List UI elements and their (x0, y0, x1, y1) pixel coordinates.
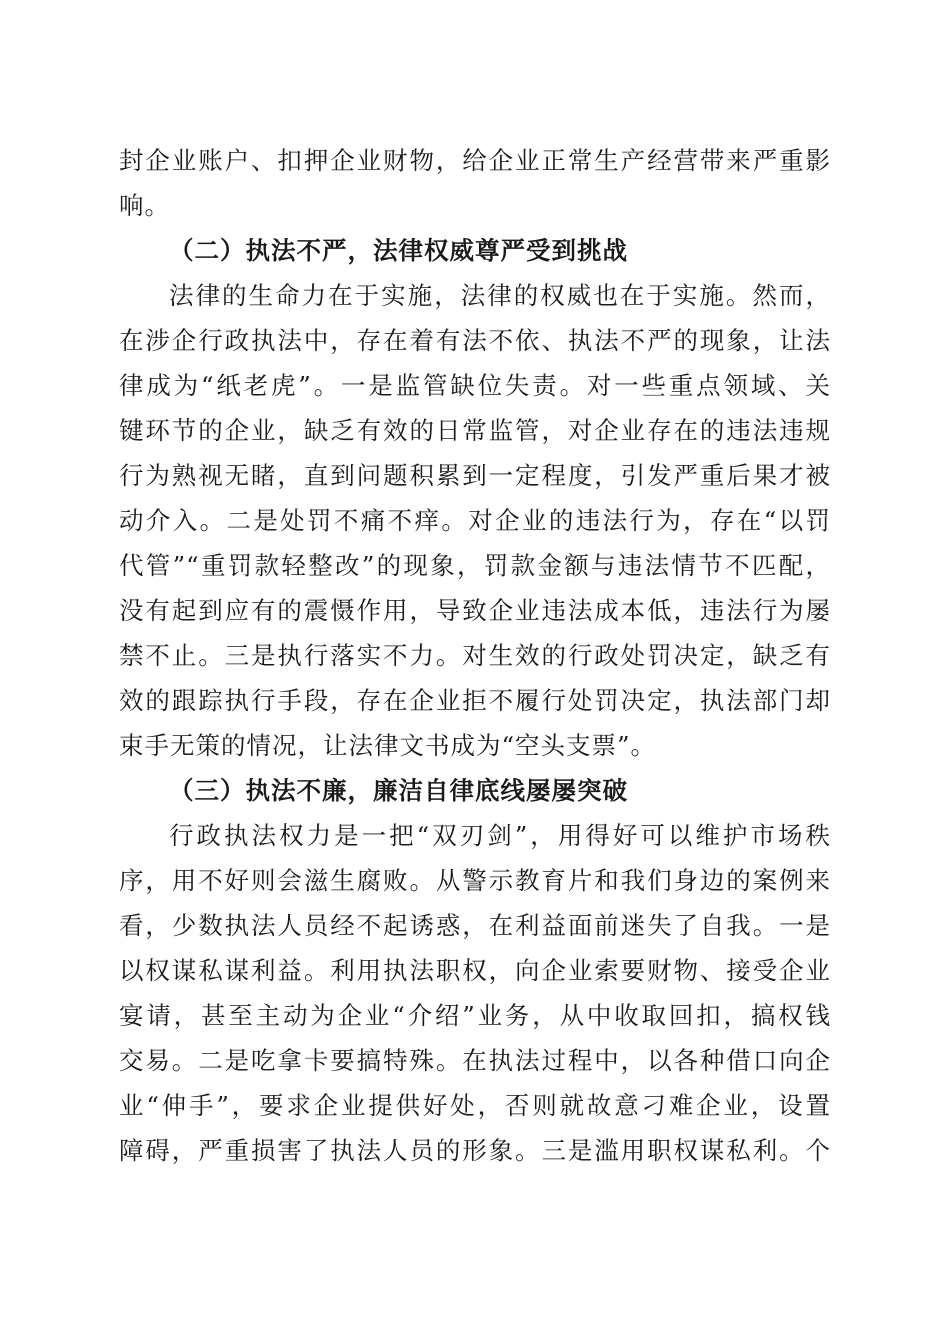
paragraph-line: 响。 (119, 191, 170, 220)
paragraph-line: 禁不止。三是执行落实不力。对生效的行政处罚决定，缺乏有 (119, 641, 831, 670)
paragraph-line: 宴请，甚至主动为企业“介绍”业务，从中收取回扣，搞权钱 (119, 1001, 831, 1030)
paragraph-line: 序，用不好则会滋生腐败。从警示教育片和我们身边的案例来 (119, 866, 831, 895)
section-heading-2: （二）执法不严，法律权威尊严受到挑战 (169, 236, 628, 265)
paragraph-line: 律成为“纸老虎”。一是监管缺位失责。对一些重点领域、关 (119, 371, 831, 400)
paragraph-line: 交易。二是吃拿卡要搞特殊。在执法过程中，以各种借口向企 (119, 1046, 831, 1075)
paragraph-line: 封企业账户、扣押企业财物，给企业正常生产经营带来严重影 (119, 146, 831, 175)
paragraph-line: 键环节的企业，缺乏有效的日常监管，对企业存在的违法违规 (119, 416, 831, 445)
paragraph-line: 代管”“重罚款轻整改”的现象，罚款金额与违法情节不匹配， (119, 551, 831, 580)
document-body (119, 138, 831, 1173)
paragraph-2 (119, 273, 831, 768)
paragraph-line: 看，少数执法人员经不起诱惑，在利益面前迷失了自我。一是 (119, 911, 831, 940)
paragraph-line: 法律的生命力在于实施，法律的权威也在于实施。然而， (169, 281, 831, 310)
paragraph-line: 没有起到应有的震慑作用，导致企业违法成本低，违法行为屡 (119, 596, 831, 625)
section-heading-3: （三）执法不廉，廉洁自律底线屡屡突破 (169, 776, 628, 805)
paragraph-line: 行为熟视无睹，直到问题积累到一定程度，引发严重后果才被 (119, 461, 831, 490)
paragraph-line: 障碍，严重损害了执法人员的形象。三是滥用职权谋私利。个 (119, 1136, 831, 1165)
paragraph-line: 在涉企行政执法中，存在着有法不依、执法不严的现象，让法 (119, 326, 831, 355)
paragraph-line: 效的跟踪执行手段，存在企业拒不履行处罚决定，执法部门却 (119, 686, 831, 715)
paragraph-line: 以权谋私谋利益。利用执法职权，向企业索要财物、接受企业 (119, 956, 831, 985)
paragraph-line: 业“伸手”，要求企业提供好处，否则就故意刁难企业，设置 (119, 1091, 831, 1120)
paragraph-1 (119, 138, 831, 228)
paragraph-line: 动介入。二是处罚不痛不痒。对企业的违法行为，存在“以罚 (119, 506, 831, 535)
paragraph-3 (119, 813, 831, 1173)
paragraph-line: 束手无策的情况，让法律文书成为“空头支票”。 (119, 731, 657, 760)
paragraph-line: 行政执法权力是一把“双刃剑”，用得好可以维护市场秩 (169, 821, 831, 850)
